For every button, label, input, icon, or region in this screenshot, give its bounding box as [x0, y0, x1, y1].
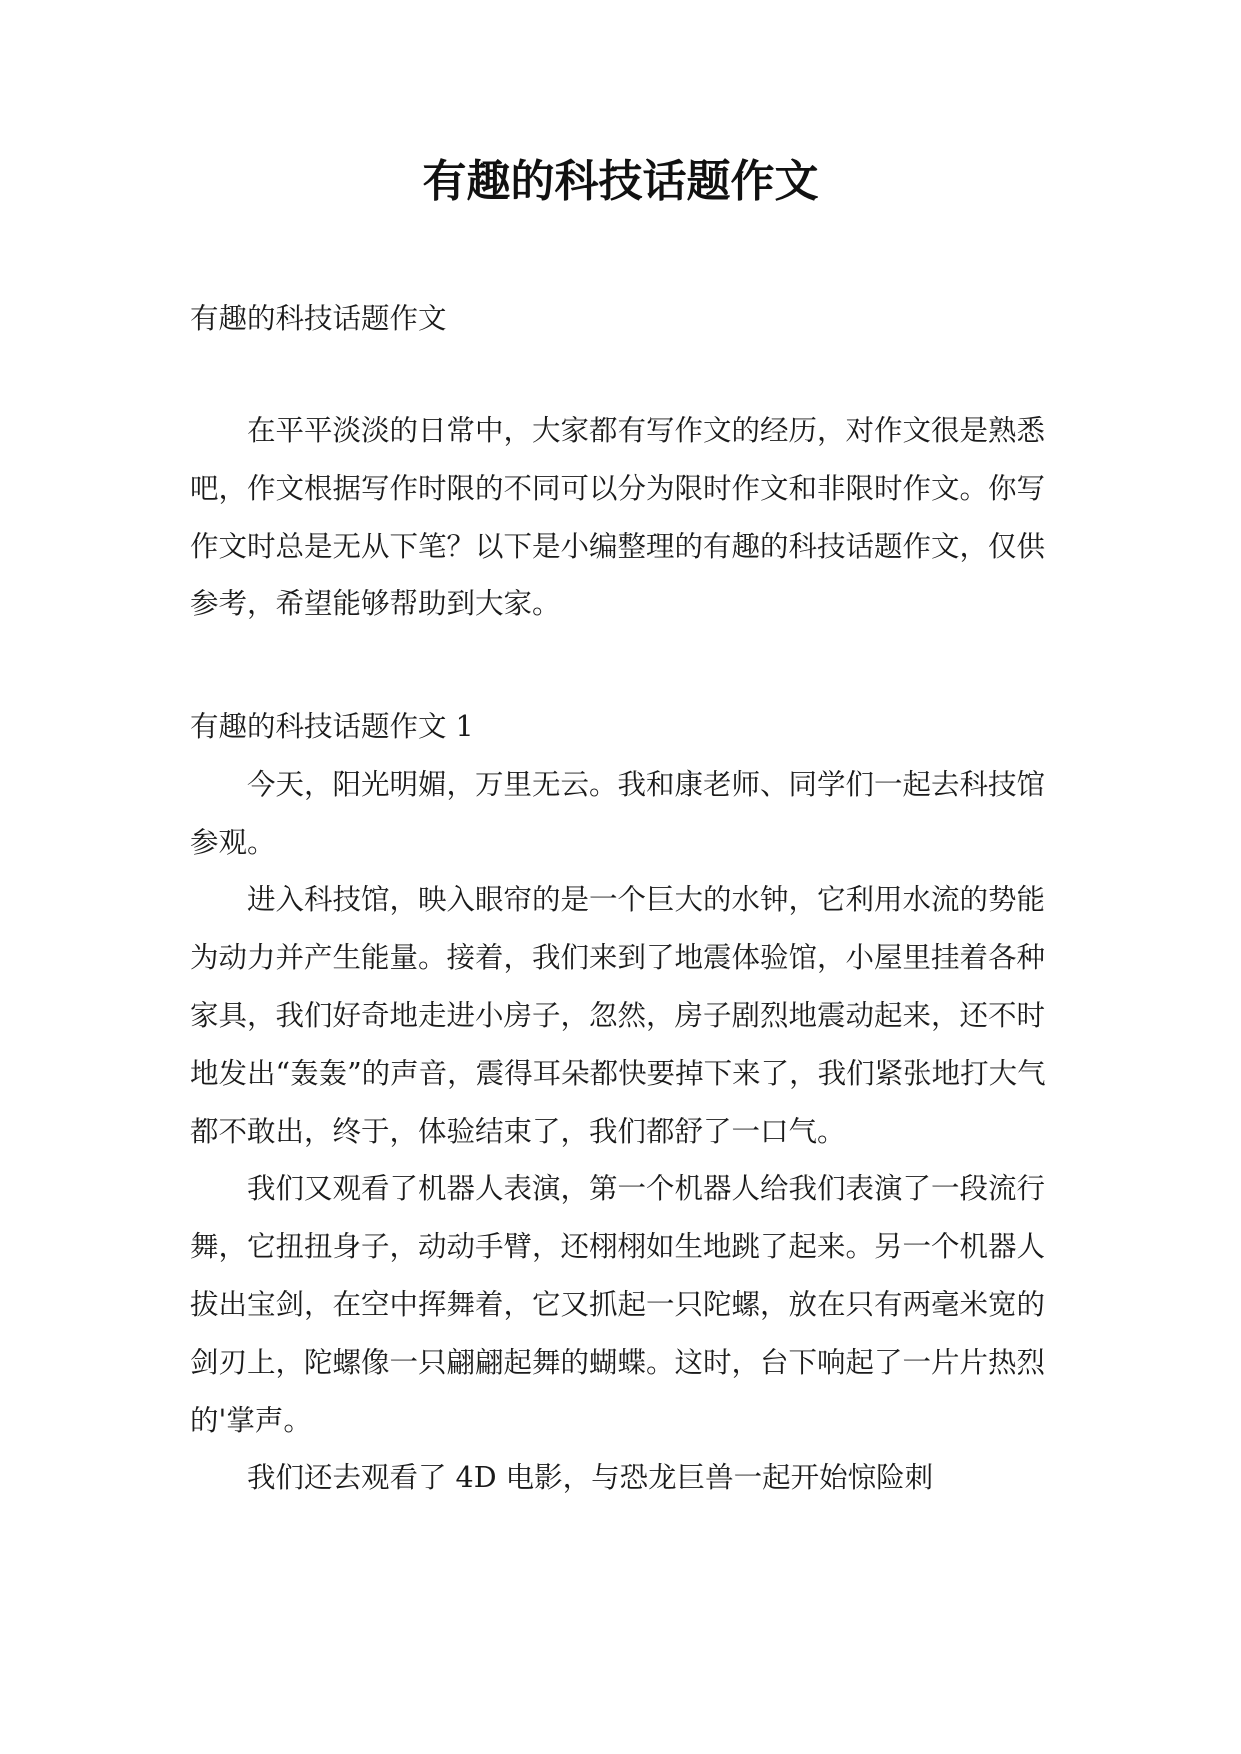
essay-paragraph-3: 我们又观看了机器人表演，第一个机器人给我们表演了一段流行舞，它扭扭身子，动动手臂，还栩栩如生地跳了起来。另一个机器人拔出宝剑，在空中挥舞着，它又抓起一只陀螺，放在只有两毫米宽的剑刃上，陀螺像一只翩翩起舞的蝴蝶。这时，台下响起了一片片热烈的'掌声。: [190, 1172, 1046, 1437]
document-title: 有趣的科技话题作文: [422, 156, 819, 207]
essay-section-1: [190, 698, 1060, 1507]
essay-paragraph-2: 进入科技馆，映入眼帘的是一个巨大的水钟，它利用水流的势能为动力并产生能量。接着，我们来到了地震体验馆，小屋里挂着各种家具，我们好奇地走进小房子，忽然，房子剧烈地震动起来，还不时地发出“轰轰”的声音，震得耳朵都快要掉下来了，我们紧张地打大气都不敢出，终于，体验结束了，我们都舒了一口气。: [190, 883, 1046, 1148]
intro-paragraph: 在平平淡淡的日常中，大家都有写作文的经历，对作文很是熟悉吧，作文根据写作时限的不同可以分为限时作文和非限时作文。你写作文时总是无从下笔？以下是小编整理的有趣的科技话题作文，仅供参考，希望能够帮助到大家。: [190, 414, 1046, 621]
essay-paragraph-4: 我们还去观看了 4D 电影，与恐龙巨兽一起开始惊险刺: [247, 1461, 934, 1495]
section-heading: 有趣的科技话题作文 1: [190, 710, 474, 743]
document-subtitle: 有趣的科技话题作文: [190, 302, 447, 335]
essay-paragraph-1: 今天，阳光明媚，万里无云。我和康老师、同学们一起去科技馆参观。: [190, 767, 1046, 859]
